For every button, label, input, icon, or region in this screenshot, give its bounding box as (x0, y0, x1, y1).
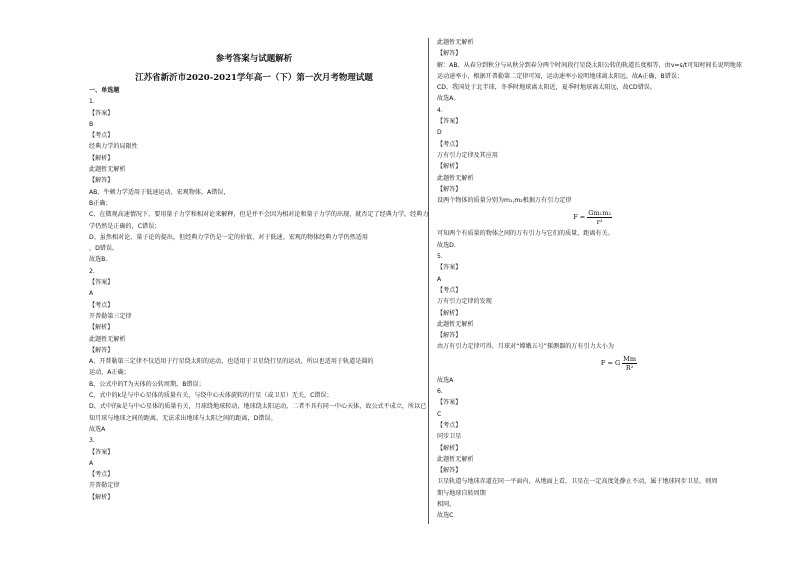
text-line: 开普勒定律 (89, 482, 120, 490)
text-line: 【解析】 (437, 444, 462, 452)
text-line: 经典力学的局限性 (89, 143, 138, 151)
left-body (89, 85, 429, 503)
text-line: 【考点】 (437, 421, 462, 429)
formula-denominator: R² (625, 364, 634, 373)
text-line: C (437, 410, 442, 418)
text-line: 期与地球自转周期 (437, 489, 486, 497)
text-line: 设两个物体的质量分别为m₁,m₂根据万有引力定律 (437, 197, 572, 205)
text-line: 故选A。 (437, 95, 460, 103)
text-line: 【解析】 (437, 163, 462, 171)
text-line: 【答案】 (89, 109, 114, 117)
left-column (89, 52, 429, 503)
text-line: 一、单选题 (89, 87, 120, 94)
text-line: 【解答】 (437, 467, 462, 475)
text-line: D、虽然相对论、量子论的提出，但经典力学仍是一定的价值，对于低速、宏观的物体经典力学仍然适用 (89, 233, 368, 241)
text-line: D (437, 129, 442, 137)
text-line: 可知两个有质量的物体之间的万有引力与它们的质量，距离有关。 (437, 230, 614, 238)
text-line: 故选A (437, 376, 454, 384)
text-line: 万有引力定律的发现 (437, 298, 492, 306)
text-line: 此题暂无解析 (437, 174, 474, 182)
text-line: 故选D. (437, 241, 456, 249)
text-line: 3. (89, 437, 95, 445)
text-line: 【解析】 (89, 493, 114, 501)
text-line: 此题暂无解析 (89, 335, 126, 343)
text-line: B、公式中的T为天体的公转周期，B错误； (89, 380, 205, 388)
formula-denominator: r² (596, 217, 603, 226)
formula-numerator: Gm₁m₂ (588, 208, 611, 217)
formula-lhs: F = G (600, 359, 621, 368)
text-line: 卫星轨道与地球赤道在同一平面内，从地面上看，卫星在一定高度处静止不动，属于地球同步卫星，则周 (437, 478, 718, 486)
text-line: 【考点】 (89, 301, 114, 309)
exam-subtitle: 江苏省新沂市2020-2021学年高一（下）第一次月考物理试题 (135, 73, 373, 83)
formula-fraction (622, 355, 637, 372)
text-line: B正确； (89, 199, 112, 207)
text-line: 【答案】 (437, 264, 462, 272)
text-line: 【解答】 (89, 177, 114, 185)
text-line: 【考点】 (89, 132, 114, 140)
text-line: B (89, 120, 94, 128)
text-line: 【答案】 (89, 279, 114, 287)
text-line: 此题暂无解析 (437, 39, 474, 46)
text-line: AB、牛顿力学适用于低速运动、宏观物体，A错误， (89, 188, 230, 196)
formula-gravitation-1 (437, 206, 777, 228)
text-line: ，D错误。 (89, 245, 119, 253)
text-line: 【答案】 (437, 399, 462, 407)
column-divider (428, 38, 429, 524)
page-title: 参考答案与试题解析 (215, 54, 293, 64)
text-line: 此题暂无解析 (89, 166, 126, 174)
text-line: 故选B。 (89, 256, 112, 264)
text-line: 【答案】 (89, 448, 114, 456)
text-line: D、式中的k是与中心星体的质量有关，月球绕地球转动，地球绕太阳运动，二者不具有同一中心天体，故公式不成立，所以已 (89, 403, 427, 411)
text-line: 相同， (437, 500, 456, 508)
formula-numerator: Mm (623, 355, 636, 364)
text-line: 【解答】 (437, 185, 462, 193)
text-line: 开普勒第三定律 (89, 312, 132, 320)
text-line: 同步卫星 (437, 433, 462, 441)
text-line: CD、我国处于北半球，冬季时地球离太阳近，夏季时地球离太阳远，故CD错误。 (437, 84, 656, 92)
text-line: 运动，A正确； (89, 369, 130, 377)
text-line: 【答案】 (437, 118, 462, 126)
text-line: 【考点】 (89, 471, 114, 479)
text-line: 由万有引力定律可得，月球对“嫦娥五号”探测器的万有引力大小为 (437, 343, 614, 351)
text-line: 5. (437, 253, 443, 261)
text-line: 此题暂无解析 (437, 320, 474, 328)
text-line: 此题暂无解析 (437, 455, 474, 463)
text-line: 【解答】 (437, 332, 462, 340)
formula-lhs: F = (573, 212, 586, 221)
text-line: 【解答】 (437, 50, 462, 58)
text-line: A、开普勒第三定律不仅适用于行星绕太阳的运动，也适用于卫星绕行星的运动，所以也适用于轨道是圆的 (89, 358, 374, 366)
text-line: 运动速率小，根据开普勒第二定律可知，运动速率小说明地球离太阳远，故A正确，B错误； (437, 72, 684, 80)
text-line: 故选A (89, 425, 106, 433)
text-line: 【解析】 (89, 154, 114, 162)
right-body-mid (437, 228, 777, 352)
text-line: 【考点】 (437, 286, 462, 294)
text-line: A (89, 290, 94, 298)
text-line: C、在微观高速情况下，要用量子力学和相对论来解释，但是并不会因为相对论和量子力学的出现，就否定了经典力学，经典力 (89, 211, 429, 219)
text-line: 4. (437, 106, 443, 114)
text-line: C、式中的k是与中心星体的质量有关，与绕中心天体旋转的行星（或卫星）无关，C错误； (89, 392, 333, 400)
text-line: 故选C (437, 512, 454, 520)
text-line: 【解析】 (437, 309, 462, 317)
text-line: 学仍然是正确的，C错误； (89, 222, 161, 230)
formula-fraction (587, 209, 612, 226)
text-line: 【解析】 (89, 324, 114, 332)
text-line: A (89, 459, 94, 467)
text-line: 【解答】 (89, 346, 114, 354)
text-line: 知月球与地球之间的距离，无法求出地球与太阳之间的距离，D错误。 (89, 414, 277, 422)
text-line: 万有引力定律及其应用 (437, 151, 498, 159)
text-line: 2. (89, 267, 95, 275)
right-body-bottom (437, 375, 777, 522)
right-column (437, 37, 777, 522)
formula-gravitation-2 (437, 353, 777, 375)
text-line: A (437, 275, 442, 283)
text-line: 【考点】 (437, 140, 462, 148)
text-line: 1. (89, 98, 95, 106)
right-body-top (437, 37, 777, 206)
text-line: 解：AB、从春分到秋分与从秋分到春分两个时间段行星绕太阳公转的轨道长度相等，由v=s/t可知时间长说明地球 (437, 61, 742, 69)
text-line: 6. (437, 388, 443, 396)
